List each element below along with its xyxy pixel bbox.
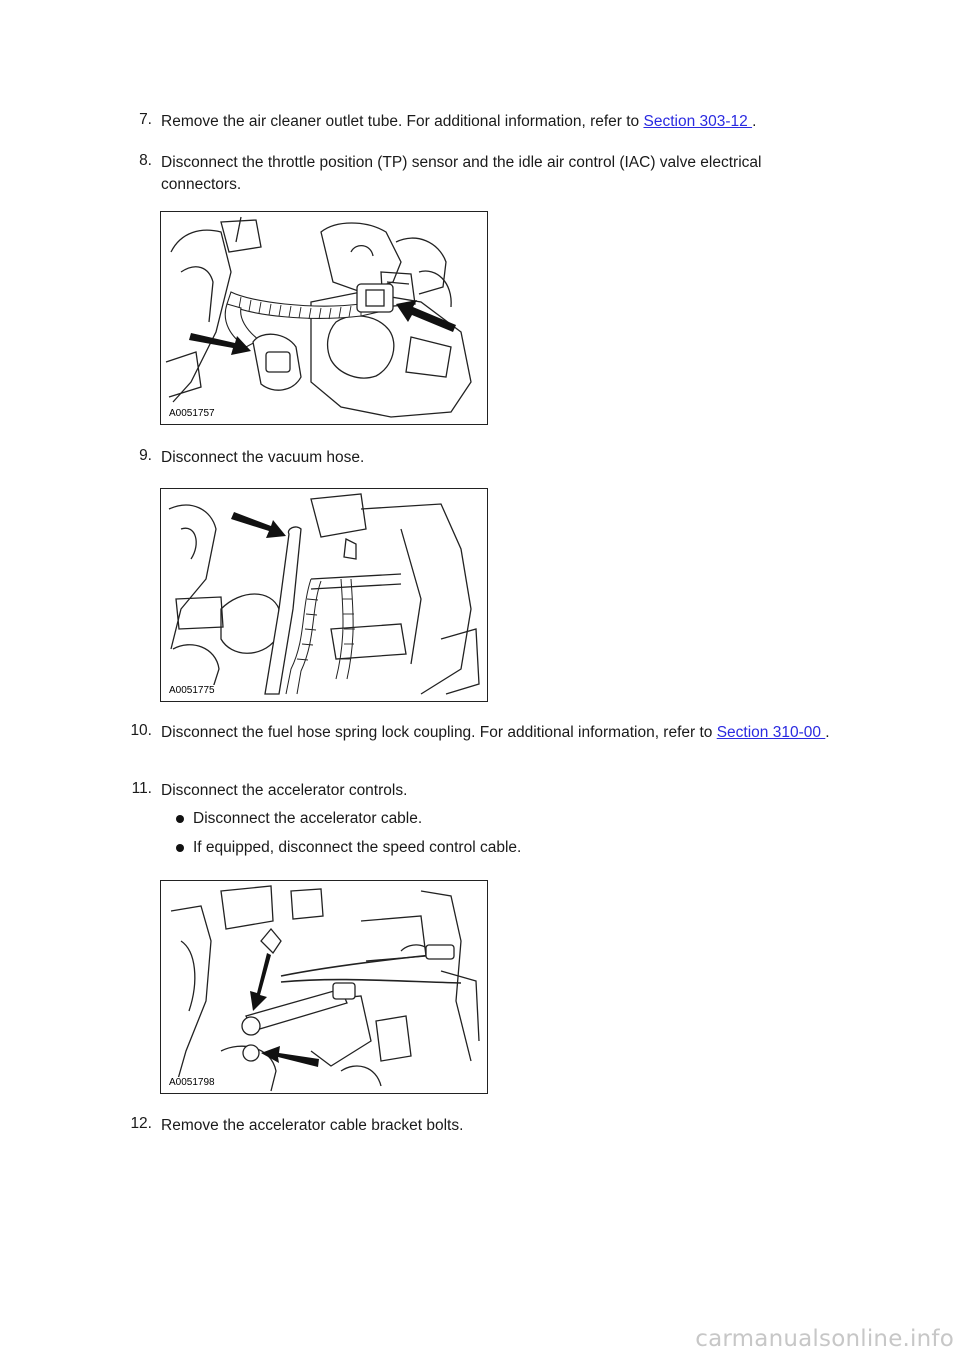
step-text: Disconnect the vacuum hose. — [161, 449, 365, 466]
figure-tp-iac-connectors — [160, 211, 488, 425]
figure-accelerator-controls — [160, 880, 488, 1094]
bullet-icon — [176, 815, 184, 823]
step-number: 12. — [130, 1115, 152, 1132]
bullet-text: Disconnect the accelerator cable. — [193, 810, 423, 827]
figure-id: A0051757 — [169, 408, 215, 419]
figure-id: A0051775 — [169, 685, 215, 696]
step-text: Remove the accelerator cable bracket bolts. — [161, 1117, 464, 1134]
figure-id: A0051798 — [169, 1077, 215, 1088]
step-text: Disconnect the fuel hose spring lock coupling. For additional information, refer to Section 310-00 . — [161, 724, 830, 741]
step-text: Disconnect the throttle position (TP) sensor and the idle air control (IAC) valve electrical connectors. — [161, 154, 762, 193]
figure-vacuum-hose — [160, 488, 488, 702]
step-number: 7. — [139, 111, 152, 128]
section-310-00-link[interactable]: Section 310-00 — [716, 724, 826, 741]
step-number: 10. — [130, 722, 152, 739]
engine-illustration — [161, 881, 487, 1093]
engine-illustration — [161, 212, 487, 424]
step-text: Disconnect the accelerator controls. — [161, 782, 408, 799]
bullet-icon — [176, 844, 184, 852]
step-number: 9. — [139, 447, 152, 464]
engine-illustration — [161, 489, 487, 701]
watermark: carmanualsonline.info — [695, 1326, 954, 1352]
section-303-12-link[interactable]: Section 303-12 — [643, 113, 753, 130]
step-text: Remove the air cleaner outlet tube. For additional information, refer to Section 303-12 . — [161, 113, 757, 130]
bullet-text: If equipped, disconnect the speed control cable. — [193, 839, 522, 856]
step-number: 8. — [139, 152, 152, 169]
step-number: 11. — [131, 780, 152, 797]
